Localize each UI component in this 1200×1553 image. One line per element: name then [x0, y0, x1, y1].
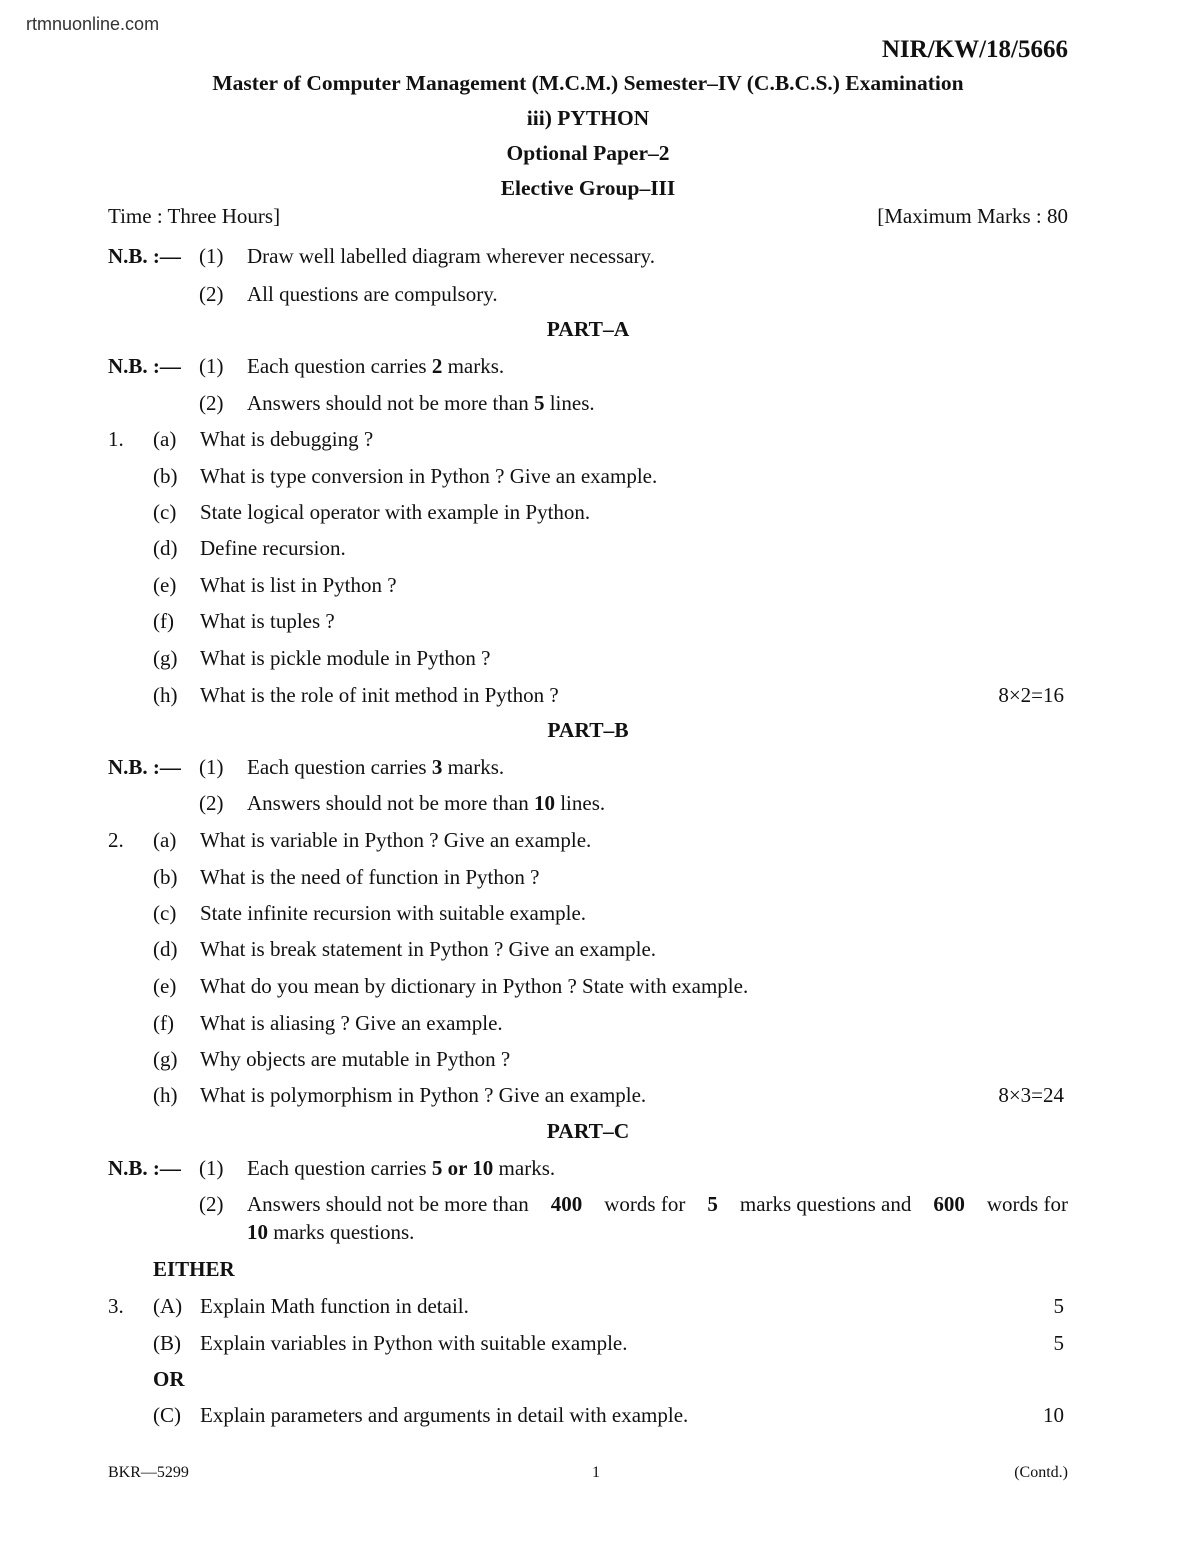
question-label: (d): [153, 536, 178, 560]
nb-item-text: Answers should not be more than 400 words for 5 marks questions and 600 words for: [247, 1192, 1068, 1216]
part-b-title: PART–B: [547, 718, 629, 742]
nb-item-num: (1): [199, 354, 224, 378]
either-label: EITHER: [153, 1257, 235, 1281]
question-label: (h): [153, 1083, 178, 1107]
question-text: What is pickle module in Python ?: [200, 646, 491, 670]
question-text: Explain Math function in detail.: [200, 1294, 469, 1318]
question-label: (b): [153, 865, 178, 889]
question-text: What is type conversion in Python ? Give an example.: [200, 464, 658, 488]
nb-item-num: (1): [199, 1156, 224, 1180]
question-label: (b): [153, 464, 178, 488]
nb-item-num: (1): [199, 755, 224, 779]
question-number: 2.: [108, 828, 124, 852]
question-number: 3.: [108, 1294, 124, 1318]
question-label: (C): [153, 1403, 181, 1427]
question-label: (B): [153, 1331, 181, 1355]
question-text: What is variable in Python ? Give an example.: [200, 828, 592, 852]
question-label: (a): [153, 427, 177, 451]
nb-item-num: (1): [199, 244, 224, 268]
question-marks: 5: [1053, 1331, 1064, 1355]
nb-item-text: Answers should not be more than 5 lines.: [247, 391, 595, 415]
question-text: State logical operator with example in Python.: [200, 500, 591, 524]
nb-label: N.B. :—: [108, 1156, 181, 1180]
question-label: (c): [153, 901, 177, 925]
question-label: (f): [153, 1011, 174, 1035]
question-label: (f): [153, 609, 174, 633]
question-text: Why objects are mutable in Python ?: [200, 1047, 511, 1071]
question-label: (h): [153, 683, 178, 707]
question-label: (a): [153, 828, 177, 852]
question-text: What is tuples ?: [200, 609, 335, 633]
question-label: (g): [153, 646, 178, 670]
paper-title: Optional Paper–2: [506, 141, 670, 165]
paper-code: NIR/KW/18/5666: [881, 36, 1068, 63]
nb-item-text: Each question carries 2 marks.: [247, 354, 505, 378]
question-text: Explain parameters and arguments in detail with example.: [200, 1403, 689, 1427]
question-text: What is debugging ?: [200, 427, 374, 451]
question-label: (d): [153, 937, 178, 961]
nb-item-num: (2): [199, 391, 224, 415]
nb-label: N.B. :—: [108, 354, 181, 378]
nb-item-text: Each question carries 3 marks.: [247, 755, 505, 779]
exam-title: Master of Computer Management (M.C.M.) Semester–IV (C.B.C.S.) Examination: [212, 71, 964, 95]
nb-item-text: Answers should not be more than 10 lines.: [247, 791, 606, 815]
question-text: Explain variables in Python with suitable example.: [200, 1331, 628, 1355]
question-marks: 5: [1053, 1294, 1064, 1318]
group-title: Elective Group–III: [500, 176, 676, 200]
section-marks: 8×2=16: [998, 683, 1064, 707]
section-marks: 8×3=24: [998, 1083, 1064, 1107]
question-text: What is list in Python ?: [200, 573, 397, 597]
footer-code: BKR—5299: [108, 1464, 189, 1481]
nb-item-num: (2): [199, 282, 224, 306]
question-label: (e): [153, 573, 177, 597]
question-text: What is the need of function in Python ?: [200, 865, 540, 889]
question-text: What is aliasing ? Give an example.: [200, 1011, 503, 1035]
question-text: What is polymorphism in Python ? Give an example.: [200, 1083, 647, 1107]
question-label: (g): [153, 1047, 178, 1071]
question-label: (e): [153, 974, 177, 998]
nb-label: N.B. :—: [108, 244, 181, 268]
nb-item-text: Each question carries 5 or 10 marks.: [247, 1156, 556, 1180]
part-a-title: PART–A: [546, 317, 630, 341]
nb-item-num: (2): [199, 1192, 224, 1216]
question-text: What is break statement in Python ? Give an example.: [200, 937, 657, 961]
question-text: What do you mean by dictionary in Python ? State with example.: [200, 974, 749, 998]
nb-item-text: Draw well labelled diagram wherever necessary.: [247, 244, 655, 268]
or-label: OR: [153, 1367, 185, 1391]
question-label: (c): [153, 500, 177, 524]
nb-item-text: All questions are compulsory.: [247, 282, 498, 306]
watermark: rtmnuonline.com: [26, 14, 160, 34]
page-number: 1: [592, 1464, 600, 1481]
question-number: 1.: [108, 427, 124, 451]
question-marks: 10: [1043, 1403, 1064, 1427]
question-text: What is the role of init method in Python ?: [200, 683, 559, 707]
nb-item-num: (2): [199, 791, 224, 815]
subject-title: iii) PYTHON: [526, 106, 650, 130]
nb-label: N.B. :—: [108, 755, 181, 779]
continued-label: (Contd.): [1014, 1464, 1068, 1481]
question-text: Define recursion.: [200, 536, 346, 560]
max-marks: [Maximum Marks : 80: [877, 204, 1068, 228]
question-label: (A): [153, 1294, 183, 1318]
time-label: Time : Three Hours]: [108, 204, 281, 228]
nb-item-text-cont: 10 marks questions.: [247, 1220, 415, 1244]
question-text: State infinite recursion with suitable example.: [200, 901, 587, 925]
part-c-title: PART–C: [546, 1119, 630, 1143]
